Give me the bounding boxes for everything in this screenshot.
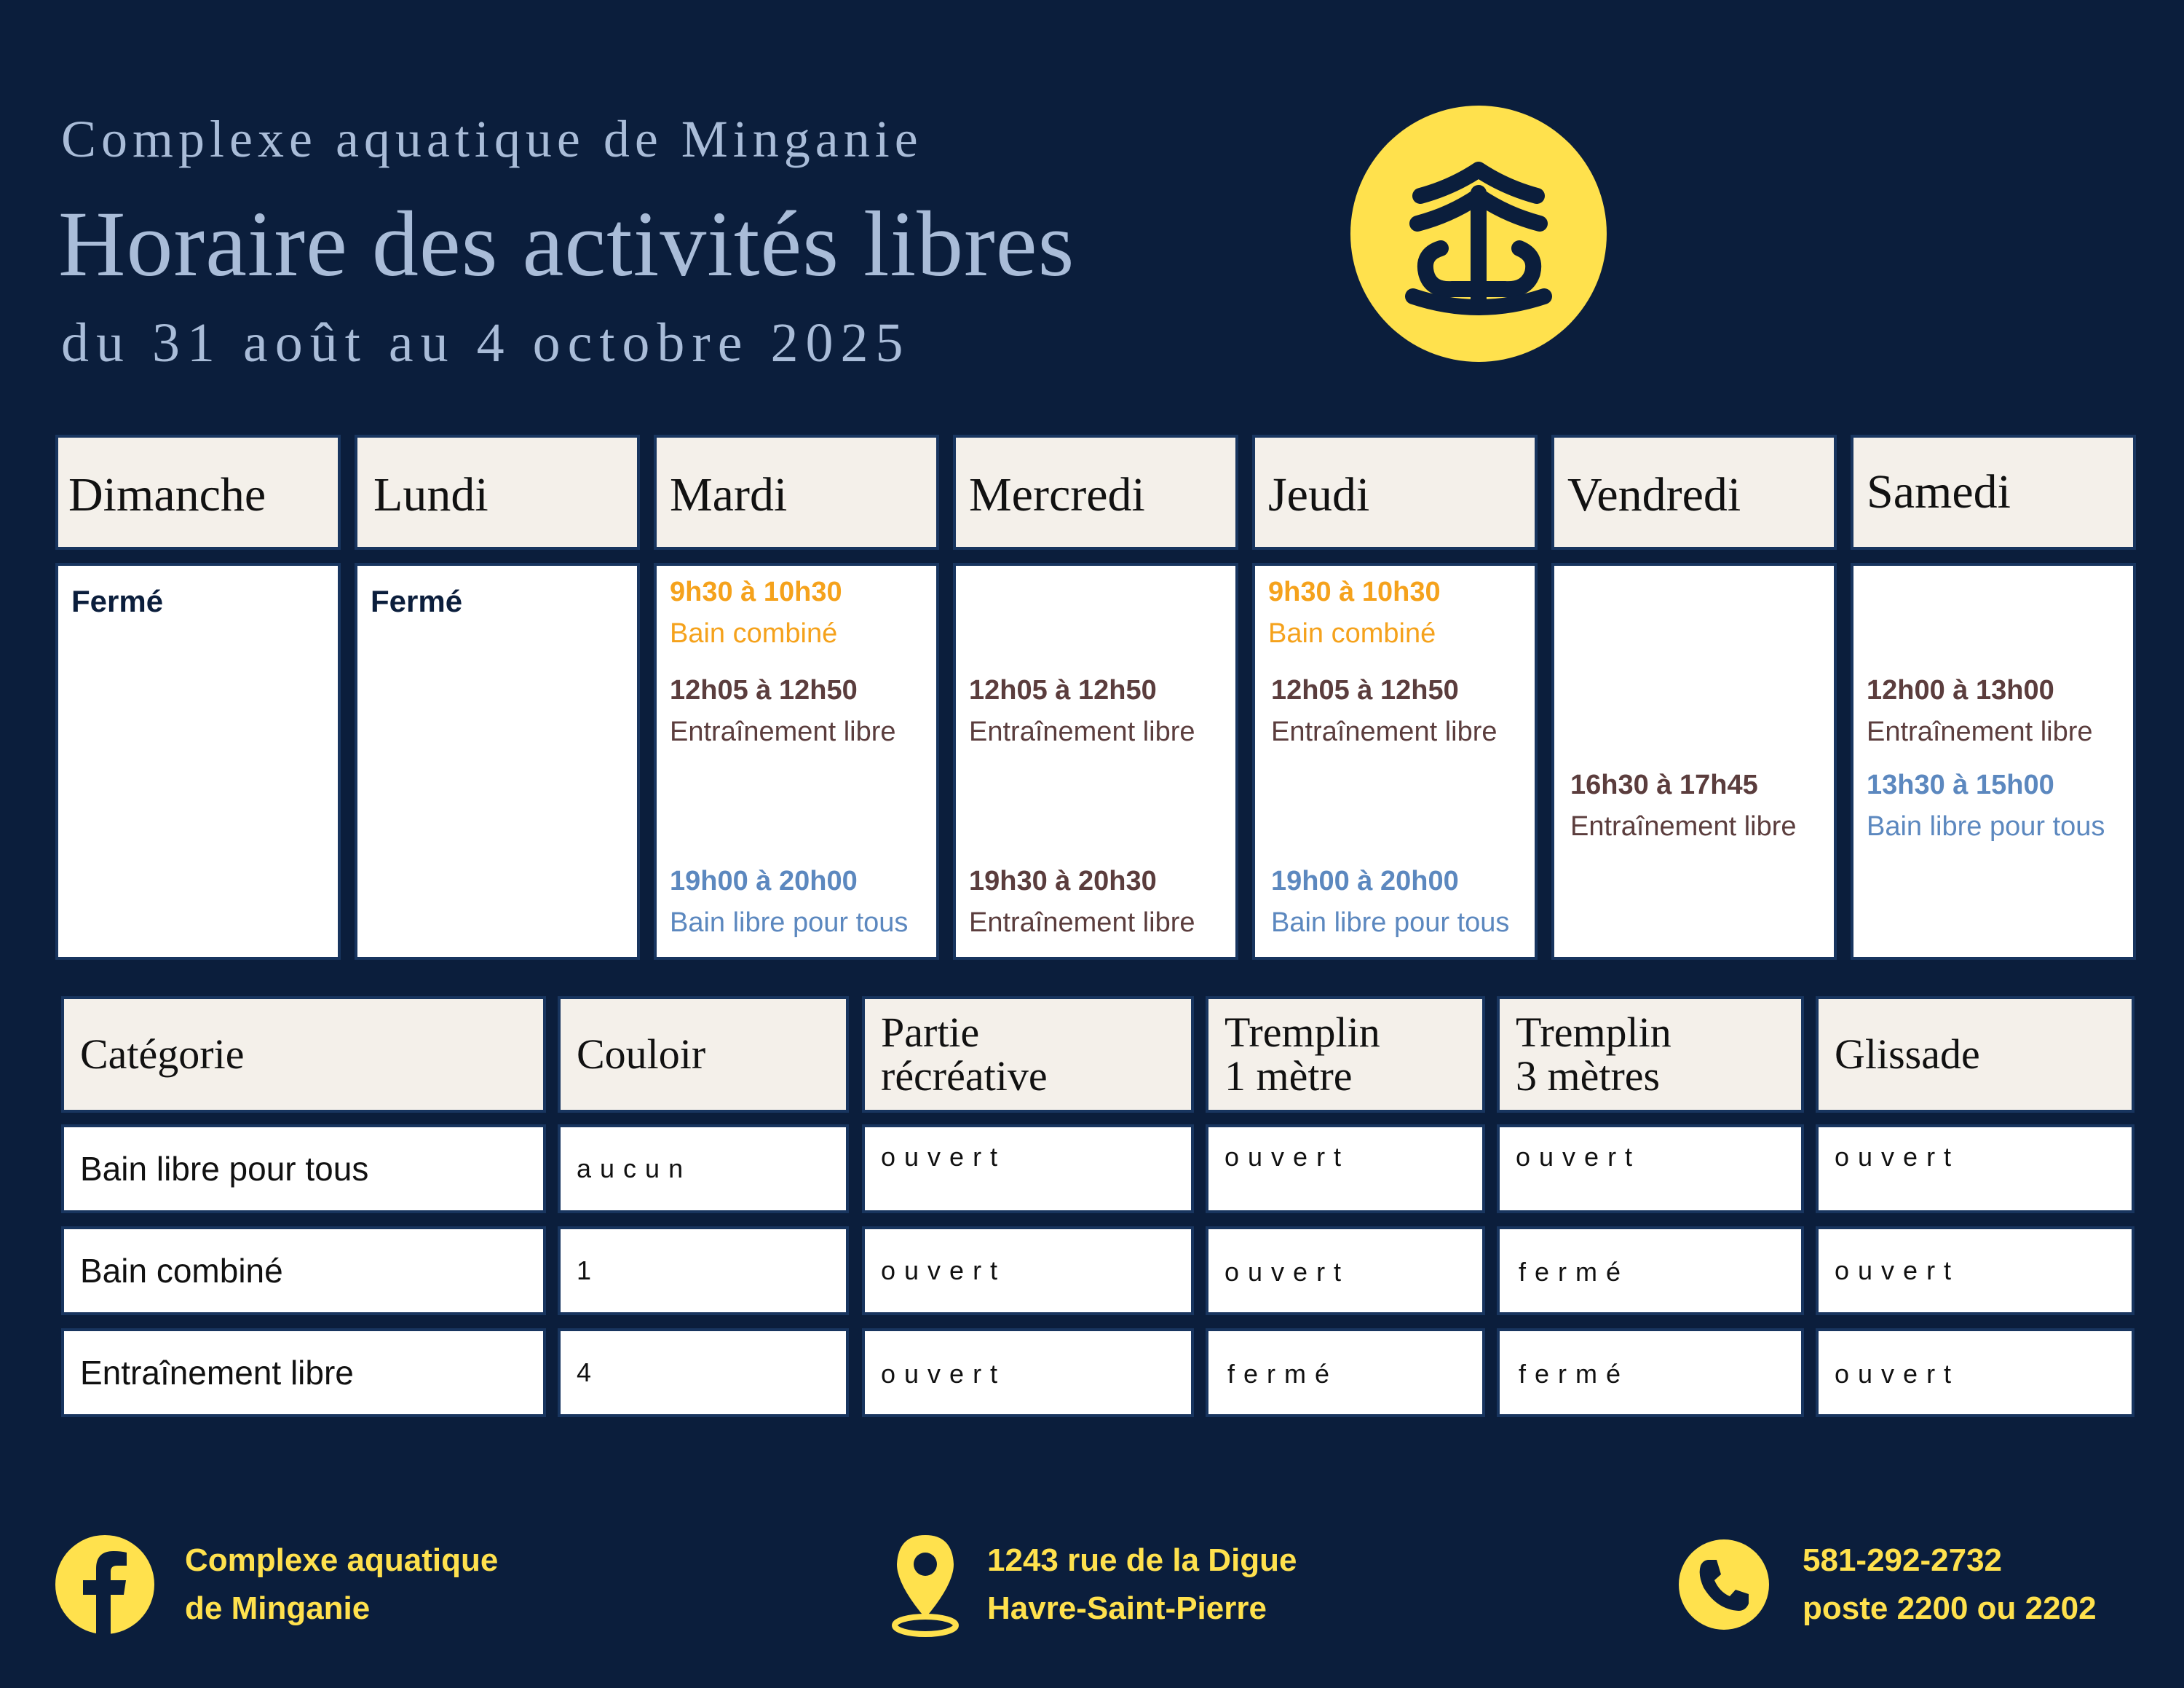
day-header-mardi: Mardi bbox=[654, 435, 939, 550]
slot-time: 12h05 à 12h50 bbox=[1271, 675, 1459, 706]
day-cell-jeudi bbox=[1252, 563, 1538, 960]
slot-activity: Entraînement libre bbox=[670, 717, 896, 747]
location-pin-icon bbox=[887, 1532, 964, 1638]
table-cell: ouvert bbox=[1816, 1328, 2134, 1417]
slot-time: 12h00 à 13h00 bbox=[1867, 675, 2054, 706]
slot-time: 9h30 à 10h30 bbox=[1268, 577, 1441, 607]
table-cell: ouvert bbox=[862, 1124, 1194, 1213]
table-cell: aucun bbox=[558, 1124, 849, 1213]
page-title: Horaire des activités libres bbox=[58, 192, 1075, 296]
table-row-category: Bain libre pour tous bbox=[61, 1124, 546, 1213]
table-row-category: Entraînement libre bbox=[61, 1328, 546, 1417]
table-header-tremplin-3m: Tremplin 3 mètres bbox=[1497, 996, 1804, 1113]
table-cell: ouvert bbox=[862, 1226, 1194, 1315]
table-cell: ouvert bbox=[1816, 1124, 2134, 1213]
table-row-category: Bain combiné bbox=[61, 1226, 546, 1315]
table-cell: ouvert bbox=[1206, 1124, 1485, 1213]
slot-activity: Entraînement libre bbox=[1570, 811, 1797, 842]
slot-activity: Bain libre pour tous bbox=[670, 907, 909, 938]
closed-label: Fermé bbox=[71, 584, 164, 618]
table-header-tremplin-1m: Tremplin 1 mètre bbox=[1206, 996, 1485, 1113]
slot-time: 9h30 à 10h30 bbox=[670, 577, 842, 607]
slot-activity: Bain combiné bbox=[1268, 618, 1436, 649]
day-header-lundi: Lundi bbox=[355, 435, 640, 550]
slot-activity: Entraînement libre bbox=[969, 717, 1195, 747]
table-header-categorie: Catégorie bbox=[61, 996, 546, 1113]
slot-activity: Entraînement libre bbox=[1271, 717, 1497, 747]
slot-time: 16h30 à 17h45 bbox=[1570, 770, 1758, 800]
slot-activity: Entraînement libre bbox=[1867, 717, 2093, 747]
date-range: du 31 août au 4 octobre 2025 bbox=[61, 312, 911, 374]
day-header-samedi: Samedi bbox=[1851, 435, 2136, 550]
slot-time: 12h05 à 12h50 bbox=[969, 675, 1157, 706]
facebook-icon[interactable] bbox=[55, 1535, 154, 1634]
day-cell-vendredi bbox=[1551, 563, 1837, 960]
phone-text[interactable]: 581-292-2732 poste 2200 ou 2202 bbox=[1803, 1542, 2097, 1626]
phone-icon[interactable] bbox=[1679, 1539, 1769, 1630]
table-cell: ouvert bbox=[1497, 1124, 1804, 1213]
slot-activity: Bain libre pour tous bbox=[1271, 907, 1510, 938]
table-cell: 1 bbox=[558, 1226, 849, 1315]
slot-time: 12h05 à 12h50 bbox=[670, 675, 858, 706]
slot-activity: Bain combiné bbox=[670, 618, 838, 649]
day-cell-samedi bbox=[1851, 563, 2136, 960]
day-cell-dimanche bbox=[55, 563, 341, 960]
day-header-dimanche: Dimanche bbox=[55, 435, 341, 550]
table-cell: fermé bbox=[1497, 1226, 1804, 1315]
table-cell: ouvert bbox=[1816, 1226, 2134, 1315]
table-header-partie-recreative: Partie récréative bbox=[862, 996, 1194, 1113]
address-text: 1243 rue de la Digue Havre-Saint-Pierre bbox=[987, 1542, 1297, 1626]
organization-subtitle: Complexe aquatique de Minganie bbox=[61, 110, 923, 168]
closed-label: Fermé bbox=[371, 584, 463, 618]
slot-time: 19h00 à 20h00 bbox=[670, 866, 858, 896]
slot-time: 19h30 à 20h30 bbox=[969, 866, 1157, 896]
wave-tree-icon bbox=[1350, 106, 1607, 362]
table-cell: fermé bbox=[1497, 1328, 1804, 1417]
table-header-couloir: Couloir bbox=[558, 996, 849, 1113]
slot-activity: Entraînement libre bbox=[969, 907, 1195, 938]
table-cell: 4 bbox=[558, 1328, 849, 1417]
day-header-mercredi: Mercredi bbox=[953, 435, 1238, 550]
day-cell-mercredi bbox=[953, 563, 1238, 960]
table-cell: fermé bbox=[1206, 1328, 1485, 1417]
slot-activity: Bain libre pour tous bbox=[1867, 811, 2105, 842]
complex-logo bbox=[1350, 106, 1607, 362]
table-header-glissade: Glissade bbox=[1816, 996, 2134, 1113]
day-header-jeudi: Jeudi bbox=[1252, 435, 1538, 550]
slot-time: 19h00 à 20h00 bbox=[1271, 866, 1459, 896]
slot-time: 13h30 à 15h00 bbox=[1867, 770, 2054, 800]
day-cell-mardi bbox=[654, 563, 939, 960]
table-cell: ouvert bbox=[1206, 1226, 1485, 1315]
day-cell-lundi bbox=[355, 563, 640, 960]
facebook-text[interactable]: Complexe aquatique de Minganie bbox=[185, 1542, 499, 1626]
table-cell: ouvert bbox=[862, 1328, 1194, 1417]
day-header-vendredi: Vendredi bbox=[1551, 435, 1837, 550]
